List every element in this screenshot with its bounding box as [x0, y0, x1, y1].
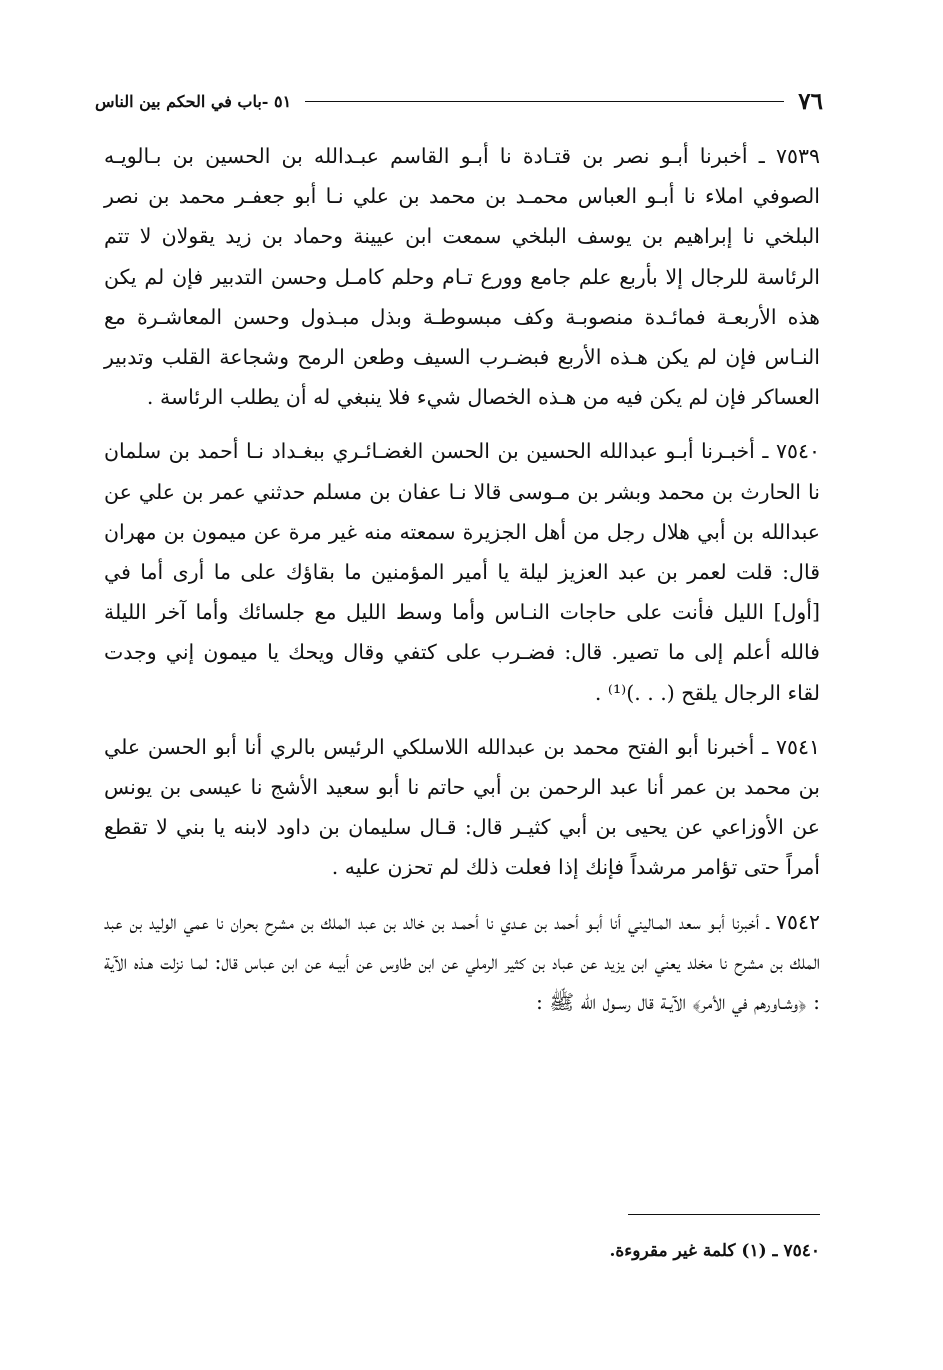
entry-7540: ٧٥٤٠ ـ أخبـرنا أبـو عبدالله الحسين بن الحسن الغضـائـري ببغـداد نـا أحمد بن سلمان نا الحارث بن محمد وبشر بن مـوسى قالا نـا عفان بن مسلم حدثني عمر بن علي عن عبدالله بن أبي هلال رجل من أهل الجزيرة سمعته منه غير مرة عن ميمون بن مهران قال: قلت لعمر بن عبد العزيز ليلة يا أمير المؤمنين ما بقاؤك على ما أرى أما في [أول] الليل فأنت على حاجات النـاس وأما وسط الليل مع جلسائك وأما آخر الليلة فالله أعلم إلى ما تصير. قال: فضـرب على كتفي وقال ويحك يا ميمون إني وجدت لقاء الرجال يلقح (. . .)⁽¹⁾ . — [104, 439, 820, 705]
entry-number: ٧٥٤٢ — [775, 909, 820, 934]
page-header — [95, 84, 823, 118]
entry-text: أخبرنا أبـو سعد المـاليني أنا أبـو أحمد بن عـدي نا أحمـد بن خالد بن عبد الملك بن مشرح بحران نا عمي الوليد بن عبد الملك بن مشرح نا مخلد يعني ابن يزيد عن عباد بن كثير الرملي عن ابن طاوس عن أبيـه عن ابن عباس قال: لمـا نزلت هـذه الآية : ﴿وشـاورهم في الأمر﴾ الآيـة قال رسـول الله ﷺ : — [104, 909, 820, 1015]
entry-number: ٧٥٣٩ — [775, 144, 820, 168]
entry-7539: ٧٥٣٩ ـ أخبرنا أبـو نصر بن قتـادة نا أبـو القاسم عبـدالله بن الحسين بن بـالويـه الصوفي املاء نا أبـو العباس محمـد بن محمد بن علي نـا أبو جعفـر محمد بن نصر البلخي نا إبراهيم بن يوسف البلخي سمعت ابن عيينة وحماد بن زيد يقولان لا تتم الرئاسة للرجال إلا بأربع علم جامع وورع تـام وحلم كامـل وحسن التدبير فإن لم يكن هذه الأربعـة فمائـدة منصوبـة وكف مبسوطـة وبذل مبـذول وحسن المعاشـرة مع النـاس فإن لم يكن هـذه الأربع فبضـرب السيف وطعن الرمح وشجاعة القلب وتدبير العساكر فإن لم يكن فيه من هـذه الخصال شيء فلا ينبغي له أن يطلب الرئاسة . — [104, 144, 820, 410]
entry-text: أخبرنا أبو الفتح محمد بن عبدالله اللاسلكي الرئيس بالري أنا أبو الحسن علي بن محمد بن عمر أنا عبد الرحمن بن أبي حاتم نا أبو سعيد الأشج نا عيسى بن يونس عن الأوزاعي عن يحيى بن أبي كثيـر قال: قـال سليمان بن داود لابنه يا بني لا تقطع أمراً حتى تؤامر مرشداً فإنك إذا فعلت ذلك لم تحزن عليه . — [104, 734, 820, 880]
entry-7542: ٧٥٤٢ ـ أخبرنا أبـو سعد المـاليني أنا أبـو أحمد بن عـدي نا أحمـد بن خالد بن عبد الملك بن مشرح بحران نا عمي الوليد بن عبد الملك بن مشرح نا مخلد يعني ابن يزيد عن عباد بن كثير الرملي عن ابن طاوس عن أبيـه عن ابن عباس قال: لمـا نزلت هـذه الآية : ﴿وشـاورهم في الأمر﴾ الآيـة قال رسـول الله ﷺ : — [104, 909, 820, 1015]
entry-number: ٧٥٤٠ — [775, 439, 820, 464]
footnote: ٧٥٤٠ ـ (١) كلمة غير مقروءة. — [609, 1241, 820, 1261]
chapter-title: ٥١ -باب في الحكم بين الناس — [95, 91, 292, 111]
entry-7541: ٧٥٤١ ـ أخبرنا أبو الفتح محمد بن عبدالله اللاسلكي الرئيس بالري أنا أبو الحسن علي بن محمد بن عمر أنا عبد الرحمن بن أبي حاتم نا أبو سعيد الأشج نا عيسى بن يونس عن الأوزاعي عن يحيى بن أبي كثيـر قال: قـال سليمان بن داود لابنه يا بني لا تقطع أمراً حتى تؤامر مرشداً فإنك إذا فعلت ذلك لم تحزن عليه . — [104, 734, 820, 880]
page-number: ٧٦ — [798, 87, 823, 115]
entry-number: ٧٥٤١ — [775, 734, 820, 759]
page-body — [104, 136, 820, 1036]
entry-text: أخبـرنا أبـو عبدالله الحسين بن الحسن الغضـائـري ببغـداد نـا أحمد بن سلمان نا الحارث بن محمد وبشر بن مـوسى قالا نـا عفان بن مسلم حدثني عمر بن علي عن عبدالله بن أبي هلال رجل من أهل الجزيرة سمعته منه غير مرة عن ميمون بن مهران قال: قلت لعمر بن عبد العزيز ليلة يا أمير المؤمنين ما بقاؤك على ما أرى أما في [أول] الليل فأنت على حاجات النـاس وأما وسط الليل مع جلسائك وأما آخر الليلة فالله أعلم إلى ما تصير. قال: فضـرب على كتفي وقال ويحك يا ميمون إني وجدت لقاء الرجال يلقح (. . .)⁽¹⁾ . — [104, 439, 820, 705]
entry-text: أخبرنا أبـو نصر بن قتـادة نا أبـو القاسم عبـدالله بن الحسين بن بـالويـه الصوفي املاء نا أبـو العباس محمـد بن محمد بن علي نـا أبو جعفـر محمد بن نصر البلخي نا إبراهيم بن يوسف البلخي سمعت ابن عيينة وحماد بن زيد يقولان لا تتم الرئاسة للرجال إلا بأربع علم جامع وورع تـام وحلم كامـل وحسن التدبير فإن لم يكن هذه الأربعـة فمائـدة منصوبـة وكف مبسوطـة وبذل مبـذول وحسن المعاشـرة مع النـاس فإن لم يكن هـذه الأربع فبضـرب السيف وطعن الرمح وشجاعة القلب وتدبير العساكر فإن لم يكن فيه من هـذه الخصال شيء فلا ينبغي له أن يطلب الرئاسة . — [104, 144, 820, 410]
footnote-rule — [628, 1214, 820, 1215]
header-rule — [305, 101, 784, 102]
